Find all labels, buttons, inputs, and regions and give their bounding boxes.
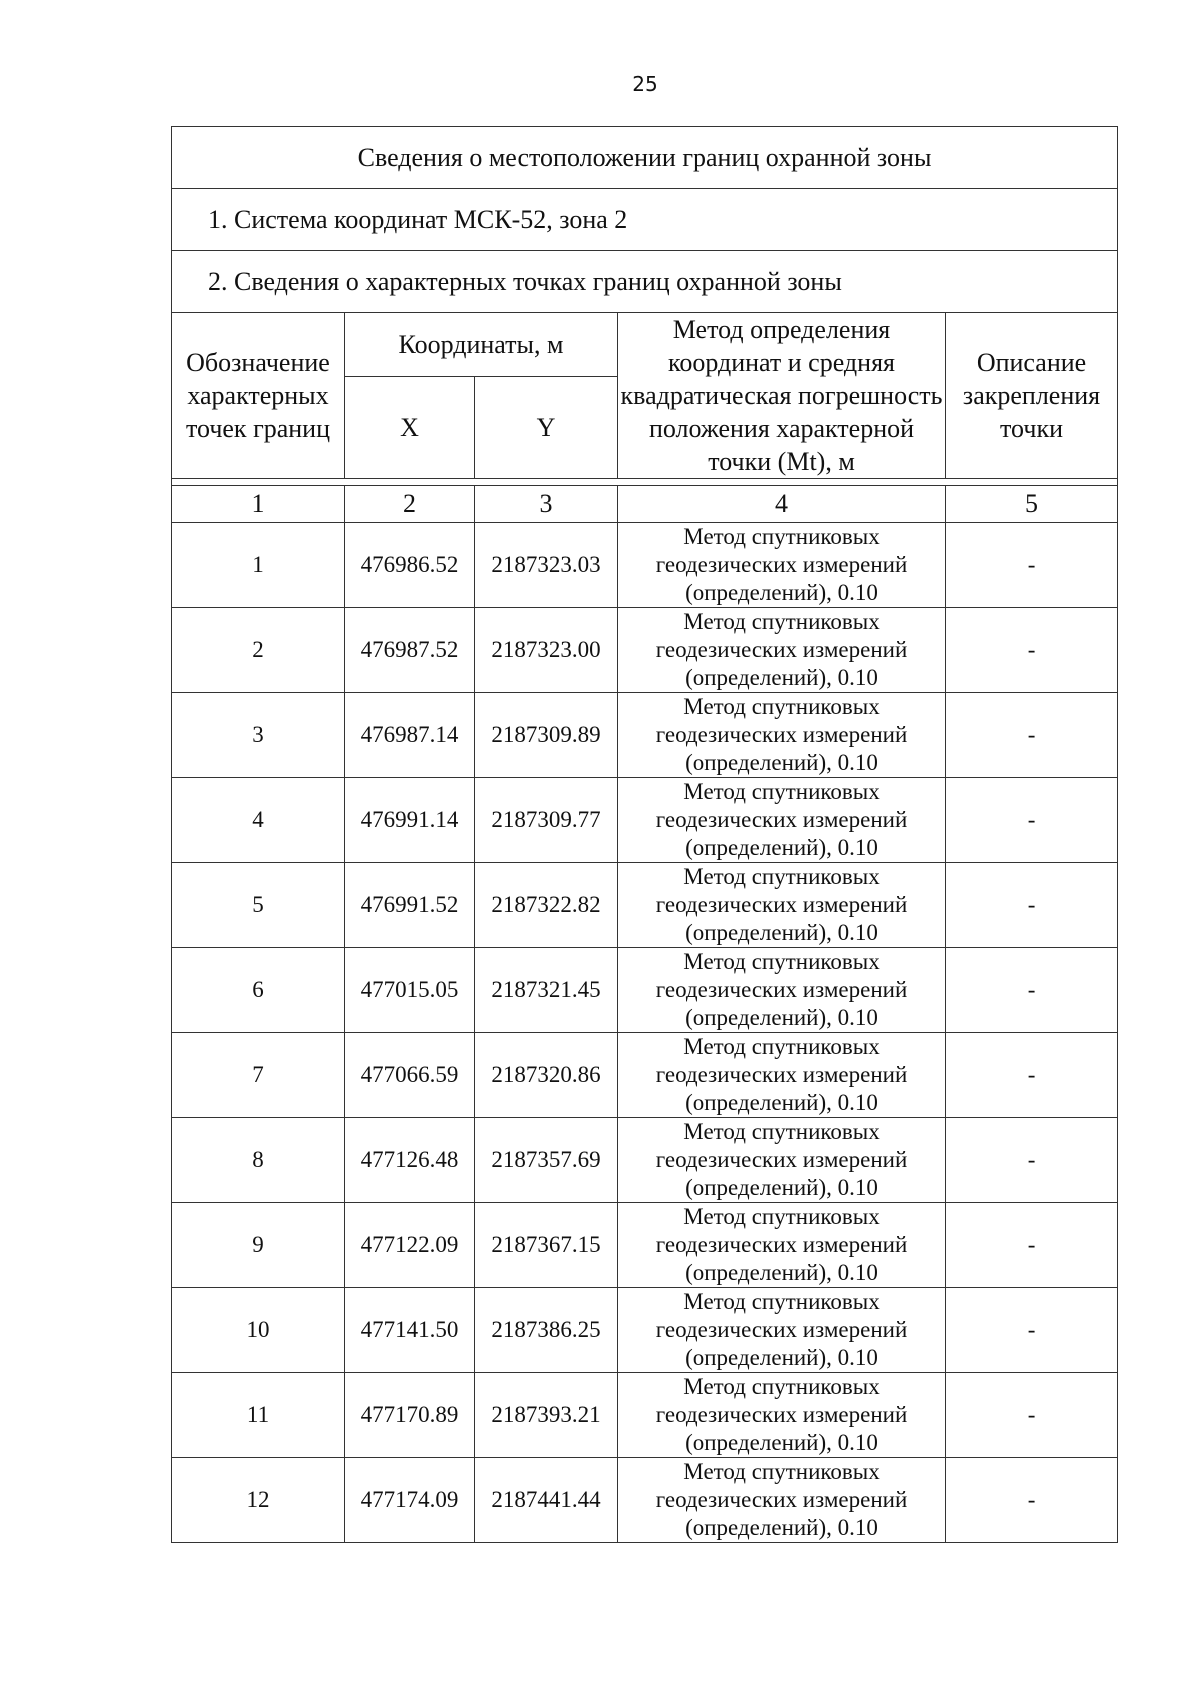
- coord-x: 476987.14: [345, 693, 475, 778]
- header-y: Y: [475, 376, 618, 478]
- method: [618, 1203, 946, 1288]
- column-numbers-row: [172, 486, 1118, 523]
- table-separator: [172, 479, 1118, 486]
- method-line: Метод спутниковых: [683, 1034, 880, 1059]
- method-line: (определений), 0.10: [685, 1175, 878, 1200]
- method-line: (определений), 0.10: [685, 750, 878, 775]
- method-line: геодезических измерений: [655, 1062, 908, 1087]
- description: -: [946, 1118, 1118, 1203]
- coord-x: 477126.48: [345, 1118, 475, 1203]
- column-number: 1: [172, 486, 345, 523]
- coord-y: 2187323.03: [475, 523, 618, 608]
- method-line: Метод спутниковых: [683, 949, 880, 974]
- boundary-points-table: [171, 126, 1118, 1543]
- method-line: Метод спутниковых: [683, 779, 880, 804]
- point-number: 9: [172, 1203, 345, 1288]
- coord-y: 2187309.77: [475, 778, 618, 863]
- column-number: 3: [475, 486, 618, 523]
- method: [618, 1373, 946, 1458]
- method-line: Метод спутниковых: [683, 1374, 880, 1399]
- coord-x: 477174.09: [345, 1458, 475, 1543]
- method: [618, 948, 946, 1033]
- coord-y: 2187321.45: [475, 948, 618, 1033]
- table-row: [172, 1033, 1118, 1118]
- method: [618, 1118, 946, 1203]
- method-line: Метод спутниковых: [683, 524, 880, 549]
- method-line: (определений), 0.10: [685, 1005, 878, 1030]
- point-number: 5: [172, 863, 345, 948]
- method-line: Метод спутниковых: [683, 1204, 880, 1229]
- coord-y: 2187320.86: [475, 1033, 618, 1118]
- header-description: Описание закрепления точки: [946, 313, 1118, 479]
- table-row: [172, 523, 1118, 608]
- method-line: геодезических измерений: [655, 1317, 908, 1342]
- method-line: геодезических измерений: [655, 722, 908, 747]
- method-line: Метод спутниковых: [683, 1289, 880, 1314]
- point-number: 12: [172, 1458, 345, 1543]
- method-line: геодезических измерений: [655, 807, 908, 832]
- coord-x: 476986.52: [345, 523, 475, 608]
- method-line: геодезических измерений: [655, 552, 908, 577]
- method: [618, 608, 946, 693]
- coord-x: 477122.09: [345, 1203, 475, 1288]
- method-line: геодезических измерений: [655, 637, 908, 662]
- method: [618, 1458, 946, 1543]
- table-row: [172, 1118, 1118, 1203]
- description: -: [946, 608, 1118, 693]
- description: -: [946, 1373, 1118, 1458]
- coord-y: 2187367.15: [475, 1203, 618, 1288]
- description: -: [946, 778, 1118, 863]
- method-line: (определений), 0.10: [685, 835, 878, 860]
- method: [618, 693, 946, 778]
- point-number: 7: [172, 1033, 345, 1118]
- table-row: [172, 1373, 1118, 1458]
- method-line: Метод спутниковых: [683, 864, 880, 889]
- description: -: [946, 1203, 1118, 1288]
- method-line: (определений), 0.10: [685, 1090, 878, 1115]
- point-number: 4: [172, 778, 345, 863]
- method: [618, 523, 946, 608]
- description: -: [946, 863, 1118, 948]
- header-method: Метод определения координат и средняя квадратическая погрешность положения характерной точки (Mt), м: [618, 313, 946, 479]
- method: [618, 863, 946, 948]
- coord-x: 476991.14: [345, 778, 475, 863]
- description: -: [946, 523, 1118, 608]
- method-line: (определений), 0.10: [685, 920, 878, 945]
- method-line: геодезических измерений: [655, 892, 908, 917]
- column-number: 5: [946, 486, 1118, 523]
- point-number: 10: [172, 1288, 345, 1373]
- point-number: 3: [172, 693, 345, 778]
- coord-y: 2187323.00: [475, 608, 618, 693]
- method: [618, 1033, 946, 1118]
- coord-y: 2187441.44: [475, 1458, 618, 1543]
- point-number: 11: [172, 1373, 345, 1458]
- table-row: [172, 1288, 1118, 1373]
- coord-y: 2187309.89: [475, 693, 618, 778]
- method-line: Метод спутниковых: [683, 1459, 880, 1484]
- column-number: 4: [618, 486, 946, 523]
- method-line: геодезических измерений: [655, 1147, 908, 1172]
- table-row: [172, 1203, 1118, 1288]
- table-row: [172, 693, 1118, 778]
- method: [618, 778, 946, 863]
- method: [618, 1288, 946, 1373]
- table-row: [172, 948, 1118, 1033]
- table-row: [172, 778, 1118, 863]
- description: -: [946, 1033, 1118, 1118]
- method-line: (определений), 0.10: [685, 580, 878, 605]
- coord-x: 477141.50: [345, 1288, 475, 1373]
- column-number: 2: [345, 486, 475, 523]
- point-number: 6: [172, 948, 345, 1033]
- method-line: (определений), 0.10: [685, 665, 878, 690]
- table-row: [172, 1458, 1118, 1543]
- method-line: геодезических измерений: [655, 977, 908, 1002]
- table-row: [172, 863, 1118, 948]
- method-line: Метод спутниковых: [683, 694, 880, 719]
- page-number: 25: [632, 72, 658, 96]
- method-line: (определений), 0.10: [685, 1430, 878, 1455]
- method-line: (определений), 0.10: [685, 1345, 878, 1370]
- coord-y: 2187357.69: [475, 1118, 618, 1203]
- points-section: 2. Сведения о характерных точках границ охранной зоны: [172, 251, 1118, 313]
- description: -: [946, 1458, 1118, 1543]
- point-number: 1: [172, 523, 345, 608]
- point-number: 8: [172, 1118, 345, 1203]
- method-line: геодезических измерений: [655, 1232, 908, 1257]
- method-line: геодезических измерений: [655, 1487, 908, 1512]
- method-line: Метод спутниковых: [683, 1119, 880, 1144]
- coord-x: 477170.89: [345, 1373, 475, 1458]
- method-line: Метод спутниковых: [683, 609, 880, 634]
- point-number: 2: [172, 608, 345, 693]
- coord-y: 2187393.21: [475, 1373, 618, 1458]
- table-row: [172, 608, 1118, 693]
- coord-y: 2187322.82: [475, 863, 618, 948]
- method-line: геодезических измерений: [655, 1402, 908, 1427]
- description: -: [946, 948, 1118, 1033]
- header-designation: Обозначение характерных точек границ: [172, 313, 345, 479]
- coord-x: 477066.59: [345, 1033, 475, 1118]
- coord-x: 476991.52: [345, 863, 475, 948]
- description: -: [946, 693, 1118, 778]
- table-title: Сведения о местоположении границ охранной зоны: [172, 127, 1118, 189]
- coord-x: 476987.52: [345, 608, 475, 693]
- header-x: X: [345, 376, 475, 478]
- method-line: (определений), 0.10: [685, 1260, 878, 1285]
- header-coordinates: Координаты, м: [345, 313, 618, 377]
- coordinate-system-section: 1. Система координат МСК-52, зона 2: [172, 189, 1118, 251]
- coord-y: 2187386.25: [475, 1288, 618, 1373]
- description: -: [946, 1288, 1118, 1373]
- coord-x: 477015.05: [345, 948, 475, 1033]
- method-line: (определений), 0.10: [685, 1515, 878, 1540]
